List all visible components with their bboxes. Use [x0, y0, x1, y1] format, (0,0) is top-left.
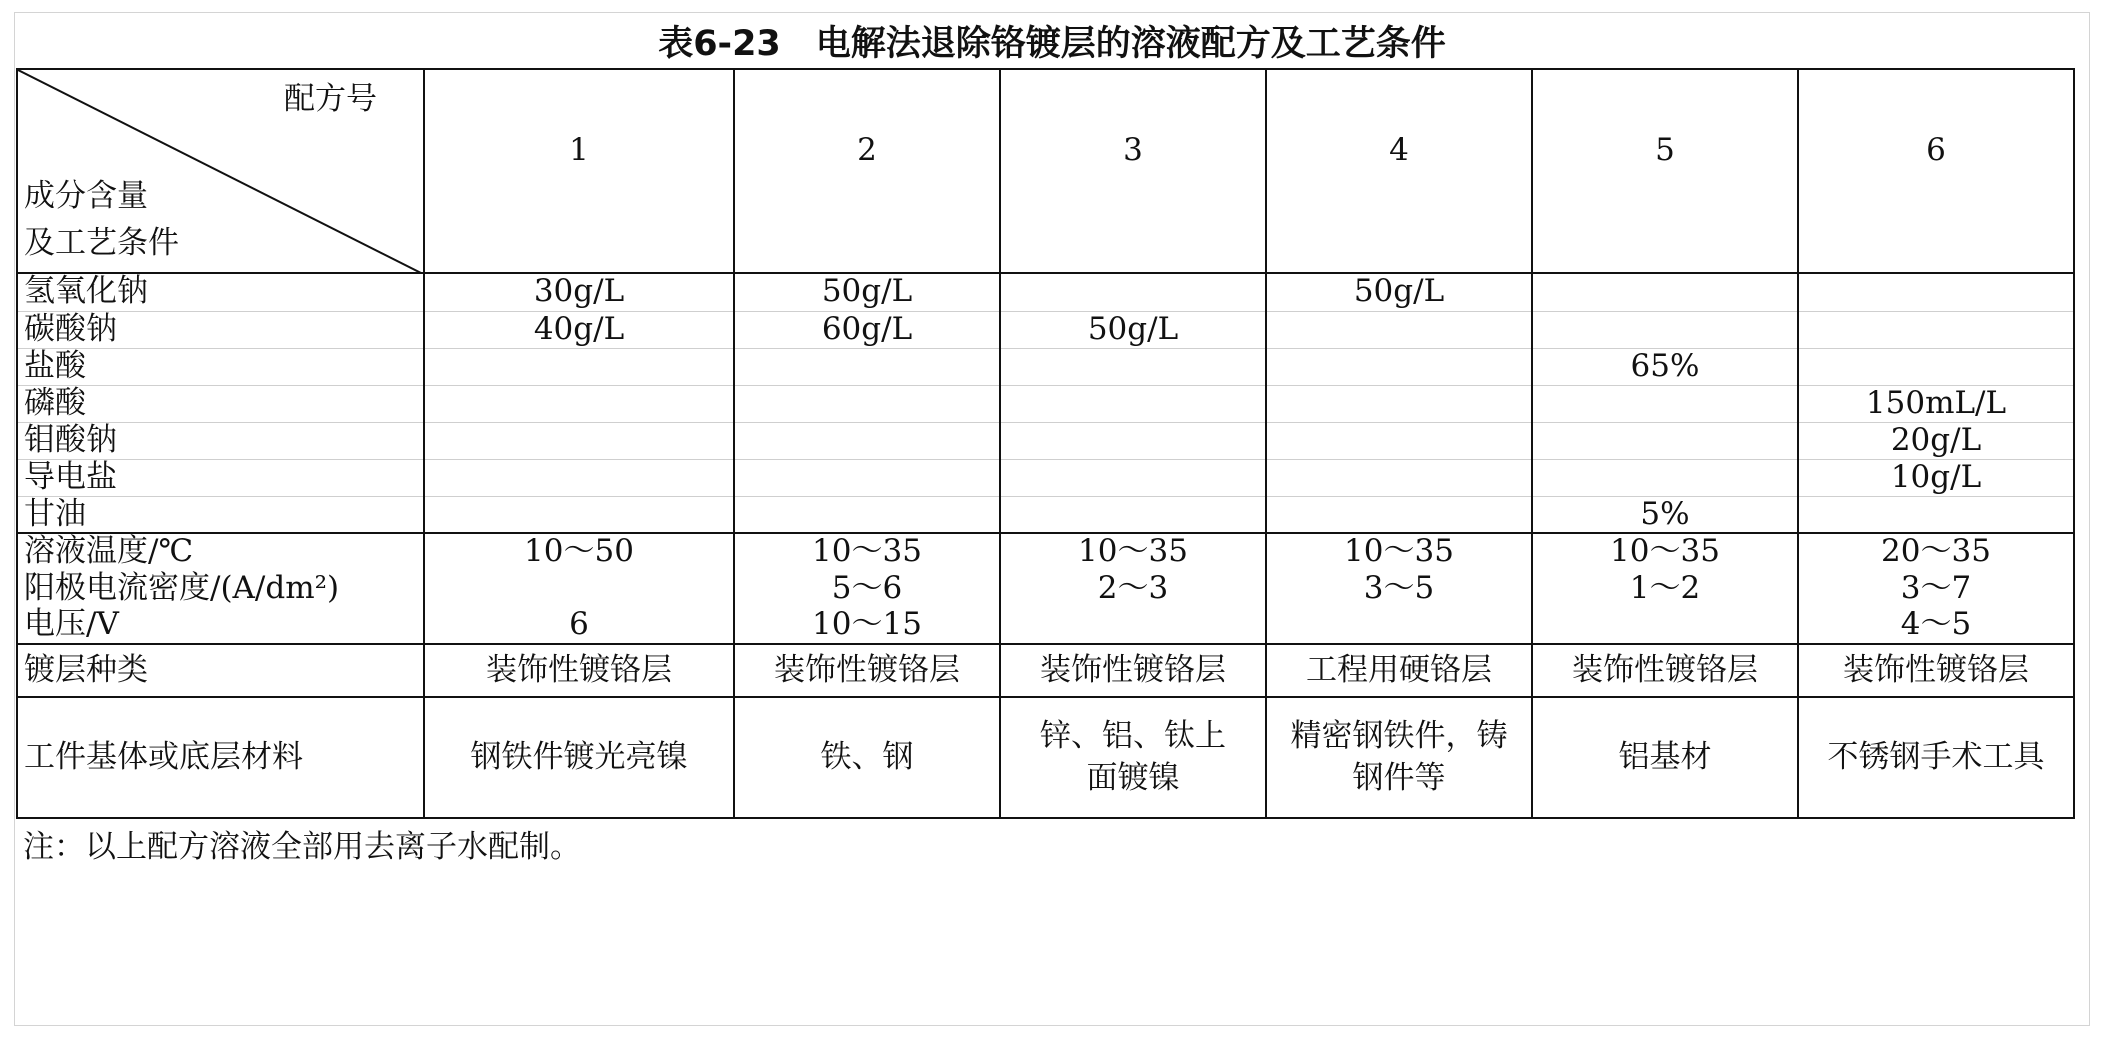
table-cell: [1266, 422, 1532, 459]
table-note: 注：以上配方溶液全部用去离子水配制。: [17, 818, 2074, 876]
table-cell: [1532, 273, 1798, 311]
table-cell: [1266, 385, 1532, 422]
table-cell: [1000, 496, 1266, 533]
table-row: [17, 607, 2074, 644]
table-cell: [1532, 385, 1798, 422]
table-cell: [734, 348, 1000, 385]
table-cell: 6: [424, 607, 734, 644]
table-cell: 50g/L: [1266, 273, 1532, 311]
table-cell: 5%: [1532, 496, 1798, 533]
table-cell: 20g/L: [1798, 422, 2074, 459]
table-cell: 10～35: [734, 533, 1000, 570]
row-label: 溶液温度/℃: [17, 533, 424, 570]
formula-table: [16, 68, 2075, 876]
table-cell: [1798, 311, 2074, 348]
table-row: [17, 496, 2074, 533]
table-title: 表6-23 电解法退除铬镀层的溶液配方及工艺条件: [658, 24, 1446, 64]
corner-label-formula: 配方号: [284, 81, 377, 117]
table-cell: [424, 422, 734, 459]
table-cell: [1798, 496, 2074, 533]
column-header-3: 3: [1000, 69, 1266, 273]
column-header-1: 1: [424, 69, 734, 273]
table-cell: 装饰性镀铬层: [734, 644, 1000, 697]
column-header-6: 6: [1798, 69, 2074, 273]
table-cell: 铝基材: [1532, 697, 1798, 818]
table-cell: 20～35: [1798, 533, 2074, 570]
table-cell: [734, 459, 1000, 496]
table-cell: [1266, 496, 1532, 533]
row-label: 钼酸钠: [17, 422, 424, 459]
table-cell: [1266, 607, 1532, 644]
table-cell: 4～5: [1798, 607, 2074, 644]
row-label: 甘油: [17, 496, 424, 533]
table-cell: 不锈钢手术工具: [1798, 697, 2074, 818]
table-cell: 装饰性镀铬层: [1000, 644, 1266, 697]
row-label: 碳酸钠: [17, 311, 424, 348]
table-cell: 3～7: [1798, 570, 2074, 607]
table-cell: 2～3: [1000, 570, 1266, 607]
table-row: [17, 533, 2074, 570]
table-cell: [1266, 348, 1532, 385]
table-cell: [1000, 273, 1266, 311]
table-cell: 10～50: [424, 533, 734, 570]
table-cell: 3～5: [1266, 570, 1532, 607]
table-cell: [424, 496, 734, 533]
table-cell: 40g/L: [424, 311, 734, 348]
note-row: [17, 818, 2074, 876]
table-cell: 50g/L: [734, 273, 1000, 311]
table-cell: [1798, 348, 2074, 385]
table-cell: [424, 385, 734, 422]
table-cell: [424, 348, 734, 385]
table-cell: [734, 496, 1000, 533]
table-cell: 10g/L: [1798, 459, 2074, 496]
table-cell: 装饰性镀铬层: [424, 644, 734, 697]
row-label: 阳极电流密度/(A/dm²): [17, 570, 424, 607]
table-cell: 30g/L: [424, 273, 734, 311]
table-cell: 50g/L: [1000, 311, 1266, 348]
row-label: 电压/V: [17, 607, 424, 644]
table-cell: 铁、钢: [734, 697, 1000, 818]
row-label: 导电盐: [17, 459, 424, 496]
table-cell: [1798, 273, 2074, 311]
table-row: [17, 459, 2074, 496]
table-cell: [1000, 607, 1266, 644]
table-row: [17, 570, 2074, 607]
table-cell: 10～35: [1000, 533, 1266, 570]
table-cell: [1532, 311, 1798, 348]
table-cell: [1000, 385, 1266, 422]
table-cell: [1266, 311, 1532, 348]
table-cell: 锌、铝、钛上面镀镍: [1000, 697, 1266, 818]
row-label: 盐酸: [17, 348, 424, 385]
header-row: [17, 69, 2074, 273]
column-header-5: 5: [1532, 69, 1798, 273]
table-cell: [734, 422, 1000, 459]
table-row: [17, 311, 2074, 348]
row-label: 工件基体或底层材料: [17, 697, 424, 818]
table-cell: [1000, 348, 1266, 385]
table-cell: [734, 385, 1000, 422]
table-cell: [1532, 607, 1798, 644]
table-cell: 65%: [1532, 348, 1798, 385]
corner-label-component: 成分含量 及工艺条件: [24, 178, 179, 261]
row-label: 磷酸: [17, 385, 424, 422]
table-row: [17, 644, 2074, 697]
table-cell: [424, 459, 734, 496]
table-cell: 精密钢铁件，铸钢件等: [1266, 697, 1532, 818]
corner-cell: [17, 69, 424, 273]
table-cell: 钢铁件镀光亮镍: [424, 697, 734, 818]
table-cell: [424, 570, 734, 607]
table-cell: [1000, 422, 1266, 459]
column-header-4: 4: [1266, 69, 1532, 273]
table-cell: [1532, 459, 1798, 496]
table-cell: 60g/L: [734, 311, 1000, 348]
table-cell: 工程用硬铬层: [1266, 644, 1532, 697]
table-row: [17, 422, 2074, 459]
table-cell: [1266, 459, 1532, 496]
table-row: [17, 348, 2074, 385]
table-row: [17, 697, 2074, 818]
table-cell: 1～2: [1532, 570, 1798, 607]
table-cell: 装饰性镀铬层: [1532, 644, 1798, 697]
table-cell: [1000, 459, 1266, 496]
row-label: 镀层种类: [17, 644, 424, 697]
table-row: [17, 273, 2074, 311]
table-cell: [1532, 422, 1798, 459]
row-label: 氢氧化钠: [17, 273, 424, 311]
table-cell: 10～15: [734, 607, 1000, 644]
table-cell: 10～35: [1266, 533, 1532, 570]
table-cell: 150mL/L: [1798, 385, 2074, 422]
table-cell: 10～35: [1532, 533, 1798, 570]
table-cell: 装饰性镀铬层: [1798, 644, 2074, 697]
column-header-2: 2: [734, 69, 1000, 273]
table-cell: 5～6: [734, 570, 1000, 607]
table-row: [17, 385, 2074, 422]
